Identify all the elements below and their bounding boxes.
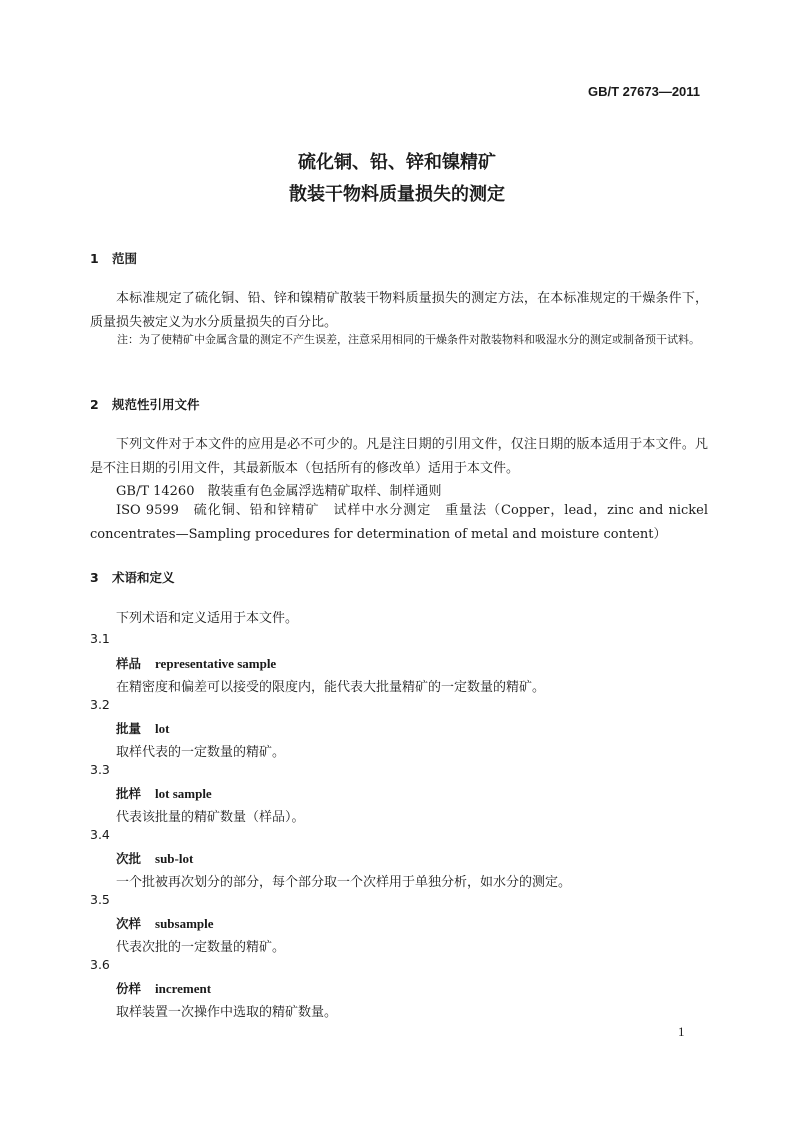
term-chinese: 份样: [116, 981, 142, 996]
term-heading: [116, 979, 211, 997]
scope-note: [117, 329, 707, 351]
term-definition: 一个批被再次划分的部分，每个部分取一个次样用于单独分析，如水分的测定。: [116, 875, 572, 890]
term-definition: 取样代表的一定数量的精矿。: [116, 745, 286, 760]
section-heading-terms: [90, 568, 175, 586]
term-chinese: 批量: [116, 721, 142, 736]
note-label: 注：: [117, 333, 139, 346]
term-number: 3.4: [90, 827, 110, 842]
section-number: 1: [90, 251, 99, 266]
reference-gbt-14260: GB/T 14260 散装重有色金属浮选精矿取样、制样通则: [116, 484, 442, 499]
term-english: lot: [155, 721, 170, 736]
document-title-line2: 散装干物料质量损失的测定: [289, 184, 505, 205]
term-english: representative sample: [155, 656, 277, 671]
term-chinese: 批样: [116, 786, 142, 801]
term-chinese: 次样: [116, 916, 142, 931]
term-english: subsample: [155, 916, 214, 931]
term-heading: [116, 914, 214, 932]
term-chinese: 次批: [116, 851, 142, 866]
standard-number: GB/T 27673—2011: [588, 84, 701, 99]
page-number: 1: [678, 1024, 685, 1039]
terms-intro: 下列术语和定义适用于本文件。: [116, 611, 299, 626]
term-number: 3.1: [90, 631, 110, 646]
term-heading: [116, 849, 193, 867]
term-definition: 取样装置一次操作中选取的精矿数量。: [116, 1005, 338, 1020]
term-chinese: 样品: [116, 656, 142, 671]
references-paragraph: 下列文件对于本文件的应用是必不可少的。凡是注日期的引用文件，仅注日期的版本适用于本文件。凡是不注日期的引用文件，其最新版本（包括所有的修改单）适用于本文件。: [90, 437, 708, 476]
section-title: 规范性引用文件: [112, 397, 200, 412]
term-number: 3.3: [90, 762, 110, 777]
term-number: 3.6: [90, 957, 110, 972]
section-number: 2: [90, 397, 99, 412]
term-number: 3.5: [90, 892, 110, 907]
note-text: 为了使精矿中金属含量的测定不产生误差，注意采用相同的干燥条件对散装物料和吸湿水分的测定或制备预干试料。: [139, 333, 700, 346]
term-definition: 代表该批量的精矿数量（样品）。: [116, 810, 305, 825]
term-heading: [116, 654, 276, 672]
section-title: 术语和定义: [112, 570, 175, 585]
section-title: 范围: [112, 251, 138, 266]
term-english: lot sample: [155, 786, 212, 801]
term-heading: [116, 719, 169, 737]
term-english: increment: [155, 981, 212, 996]
term-number: 3.2: [90, 697, 110, 712]
section-number: 3: [90, 570, 99, 585]
section-heading-scope: [90, 249, 137, 267]
term-definition: 在精密度和偏差可以接受的限度内，能代表大批量精矿的一定数量的精矿。: [116, 680, 546, 695]
document-title-line1: 硫化铜、铅、锌和镍精矿: [298, 152, 496, 173]
reference-iso-9599: ISO 9599 硫化铜、铅和锌精矿 试样中水分测定 重量法（Copper，lead，zinc and nickel concentrates—Sampling procedures for determination of metal and moisture content）: [90, 503, 708, 542]
term-definition: 代表次批的一定数量的精矿。: [116, 940, 286, 955]
term-heading: [116, 784, 212, 802]
section-heading-normative-references: [90, 395, 200, 413]
term-english: sub-lot: [155, 851, 194, 866]
scope-paragraph: 本标准规定了硫化铜、铅、锌和镍精矿散装干物料质量损失的测定方法，在本标准规定的干燥条件下，质量损失被定义为水分质量损失的百分比。: [90, 291, 708, 330]
